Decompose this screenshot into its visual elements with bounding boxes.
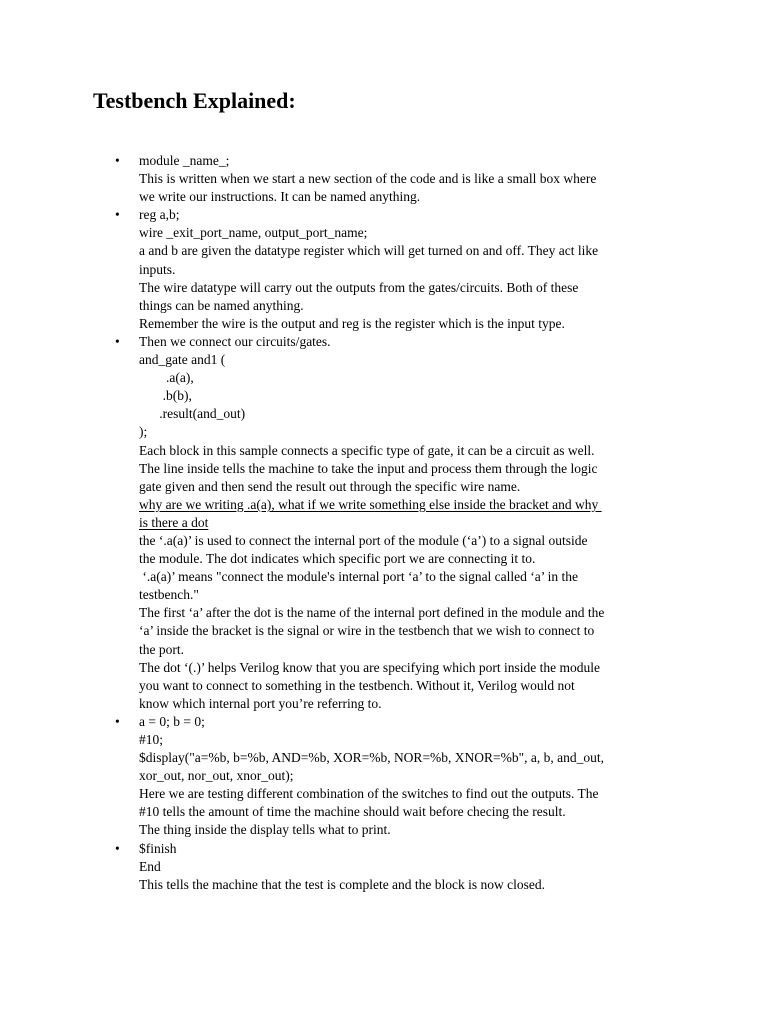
text-line: inputs. bbox=[139, 261, 176, 277]
text-line: Then we connect our circuits/gates. bbox=[139, 333, 331, 349]
list-item bbox=[0, 152, 768, 206]
text-line: Here we are testing different combination of the switches to find out the outputs. The bbox=[139, 786, 599, 802]
text-line: .result(and_out) bbox=[139, 406, 246, 422]
underlined-question-line bbox=[139, 514, 679, 532]
text-line: a = 0; b = 0; bbox=[139, 713, 205, 729]
text-line: The first ‘a’ after the dot is the name of the internal port defined in the module and the bbox=[139, 605, 605, 621]
text-line: ‘a’ inside the bracket is the signal or wire in the testbench that we wish to connect to bbox=[139, 623, 595, 639]
text-line: $display("a=%b, b=%b, AND=%b, XOR=%b, NOR=%b, XNOR=%b", a, b, and_out, bbox=[139, 750, 605, 766]
underlined-text: is there a dot bbox=[139, 514, 209, 530]
text-line: things can be named anything. bbox=[139, 297, 304, 313]
text-line: you want to connect to something in the testbench. Without it, Verilog would not bbox=[139, 677, 575, 693]
text-line: Remember the wire is the output and reg is the register which is the input type. bbox=[139, 315, 565, 331]
list-item bbox=[0, 840, 768, 894]
text-line: ); bbox=[139, 424, 148, 440]
text-line: gate given and then send the result out through the specific wire name. bbox=[139, 478, 521, 494]
bullet-icon: • bbox=[115, 207, 120, 223]
bullet-icon: • bbox=[115, 713, 120, 729]
text-line: #10; bbox=[139, 732, 164, 747]
text-line: The dot ‘(.)’ helps Verilog know that you are specifying which port inside the module bbox=[139, 659, 601, 675]
document-title: Testbench Explained: bbox=[93, 88, 296, 113]
underlined-question-line bbox=[139, 496, 679, 514]
text-line: This is written when we start a new section of the code and is like a small box where bbox=[139, 171, 597, 187]
text-line: #10 tells the amount of time the machine should wait before checing the result. bbox=[139, 804, 566, 820]
text-line: .b(b), bbox=[139, 388, 192, 404]
text-line: reg a,b; bbox=[139, 207, 180, 223]
text-line: the port. bbox=[139, 641, 184, 657]
text-line: The thing inside the display tells what to print. bbox=[139, 822, 391, 838]
text-line: The line inside tells the machine to take the input and process them through the logic bbox=[139, 460, 598, 476]
bullet-icon: • bbox=[115, 840, 120, 856]
text-line: and_gate and1 ( bbox=[139, 352, 226, 368]
text-line: ‘.a(a)’ means "connect the module's internal port ‘a’ to the signal called ‘a’ in the bbox=[139, 569, 579, 585]
list-item bbox=[0, 333, 768, 713]
list-item bbox=[0, 206, 768, 333]
text-line: testbench." bbox=[139, 587, 199, 603]
text-line: The wire datatype will carry out the outputs from the gates/circuits. Both of these bbox=[139, 279, 579, 295]
bullet-list bbox=[0, 152, 768, 894]
bullet-icon: • bbox=[115, 333, 120, 349]
bullet-icon: • bbox=[115, 153, 120, 168]
text-line: a and b are given the datatype register which will get turned on and off. They act like bbox=[139, 243, 599, 259]
underlined-text: why are we writing .a(a), what if we write something else inside the bracket and why bbox=[139, 496, 602, 512]
text-line: module _name_; bbox=[139, 153, 230, 168]
text-line: Each block in this sample connects a specific type of gate, it can be a circuit as well. bbox=[139, 442, 595, 458]
text-line: know which internal port you’re referring to. bbox=[139, 695, 382, 711]
text-line: the module. The dot indicates which specific port we are connecting it to. bbox=[139, 551, 536, 567]
text-line: wire _exit_port_name, output_port_name; bbox=[139, 225, 368, 241]
text-line: the ‘.a(a)’ is used to connect the internal port of the module (‘a’) to a signal outside bbox=[139, 532, 588, 548]
text-line: $finish bbox=[139, 840, 177, 856]
text-line: xor_out, nor_out, xnor_out); bbox=[139, 768, 294, 784]
list-item bbox=[0, 713, 768, 840]
text-line: .a(a), bbox=[139, 370, 194, 386]
text-line: This tells the machine that the test is complete and the block is now closed. bbox=[139, 876, 546, 892]
text-line: we write our instructions. It can be named anything. bbox=[139, 189, 421, 205]
text-line: End bbox=[139, 858, 161, 874]
